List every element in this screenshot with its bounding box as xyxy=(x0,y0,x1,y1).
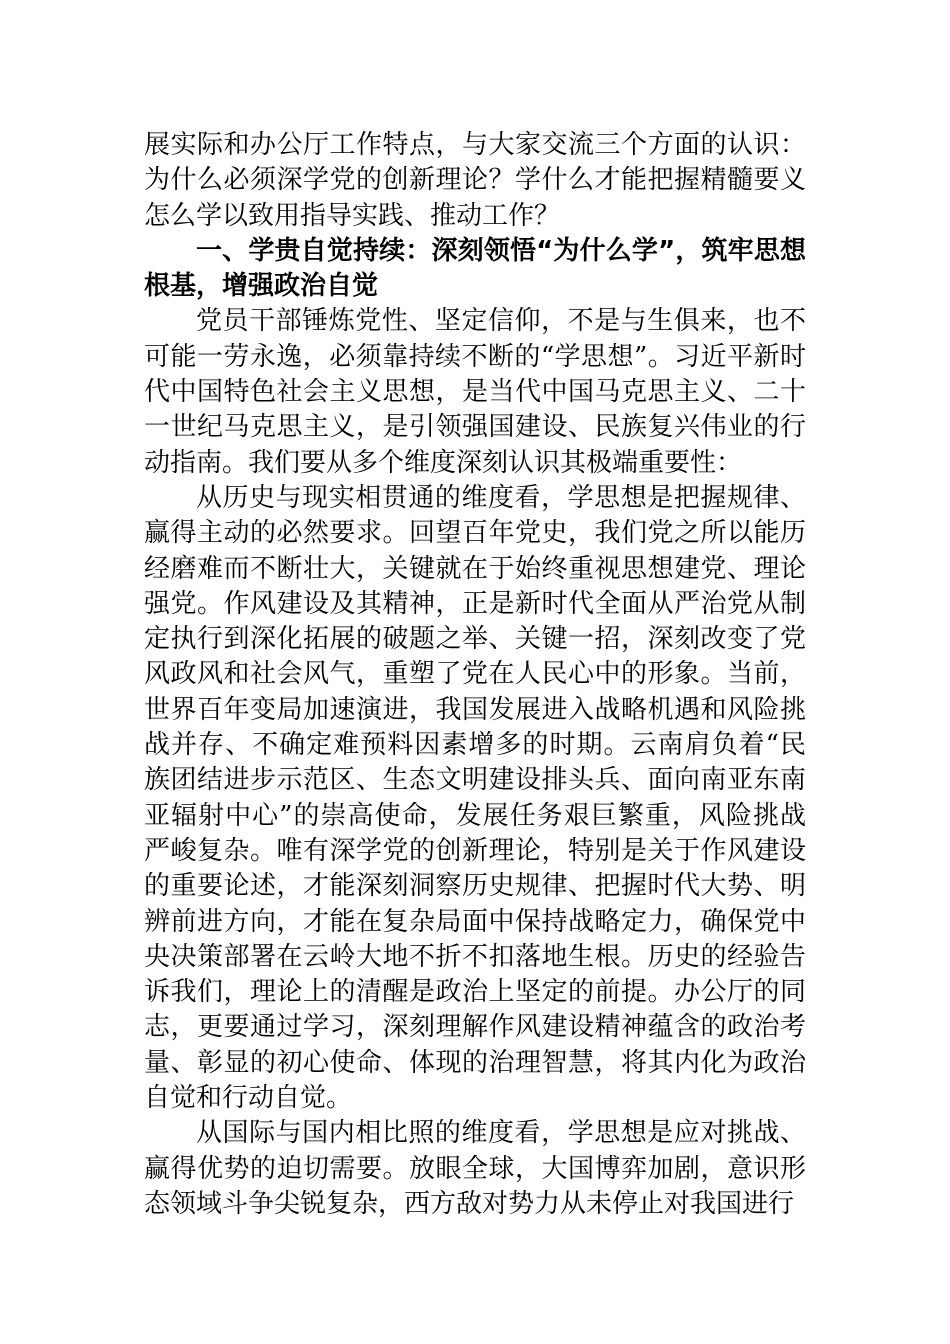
section-heading: 一、学贵自觉持续：深刻领悟“为什么学”，筑牢思想根基，增强政治自觉 xyxy=(144,235,806,302)
body-paragraph-2: 从历史与现实相贯通的维度看，学思想是把握规律、赢得主动的必然要求。回望百年党史，我们党之所以能历经磨难而不断壮大，关键就在于始终重视思想建党、理论强党。作风建设及其精神，正是新时代全面从严治党从制定执行到深化拓展的破题之举、关键一招，深刻改变了党风政风和社会风气，重塑了党在人民心中的形象。当前，世界百年变局加速演进，我国发展进入战略机遇和风险挑战并存、不确定难预料因素增多的时期。云南肩负着“民族团结进步示范区、生态文明建设排头兵、面向南亚东南亚辐射中心”的崇高使命，发展任务艰巨繁重，风险挑战严峻复杂。唯有深学党的创新理论，特别是关于作风建设的重要论述，才能深刻洞察历史规律、把握时代大势、明辨前进方向，才能在复杂局面中保持战略定力，确保党中央决策部署在云岭大地不折不扣落地生根。历史的经验告诉我们，理论上的清醒是政治上坚定的前提。办公厅的同志，更要通过学习，深刻理解作风建设精神蕴含的政治考量、彰显的初心使命、体现的治理智慧，将其内化为政治自觉和行动自觉。 xyxy=(144,482,806,1114)
body-paragraph-3: 从国际与国内相比照的维度看，学思想是应对挑战、赢得优势的迫切需要。放眼全球，大国博弈加剧，意识形态领域斗争尖锐复杂，西方敌对势力从未停止对我国进行 xyxy=(144,1118,806,1219)
document-body xyxy=(144,128,806,1222)
body-paragraph-1: 党员干部锤炼党性、坚定信仰，不是与生俱来，也不可能一劳永逸，必须靠持续不断的“学思想”。习近平新时代中国特色社会主义思想，是当代中国马克思主义、二十一世纪马克思主义，是引领强国建设、民族复兴伟业的行动指南。我们要从多个维度深刻认识其极端重要性： xyxy=(144,306,806,478)
intro-paragraph: 展实际和办公厅工作特点，与大家交流三个方面的认识：为什么必须深学党的创新理论？学什么才能把握精髓要义怎么学以致用指导实践、推动工作？ xyxy=(144,130,806,231)
